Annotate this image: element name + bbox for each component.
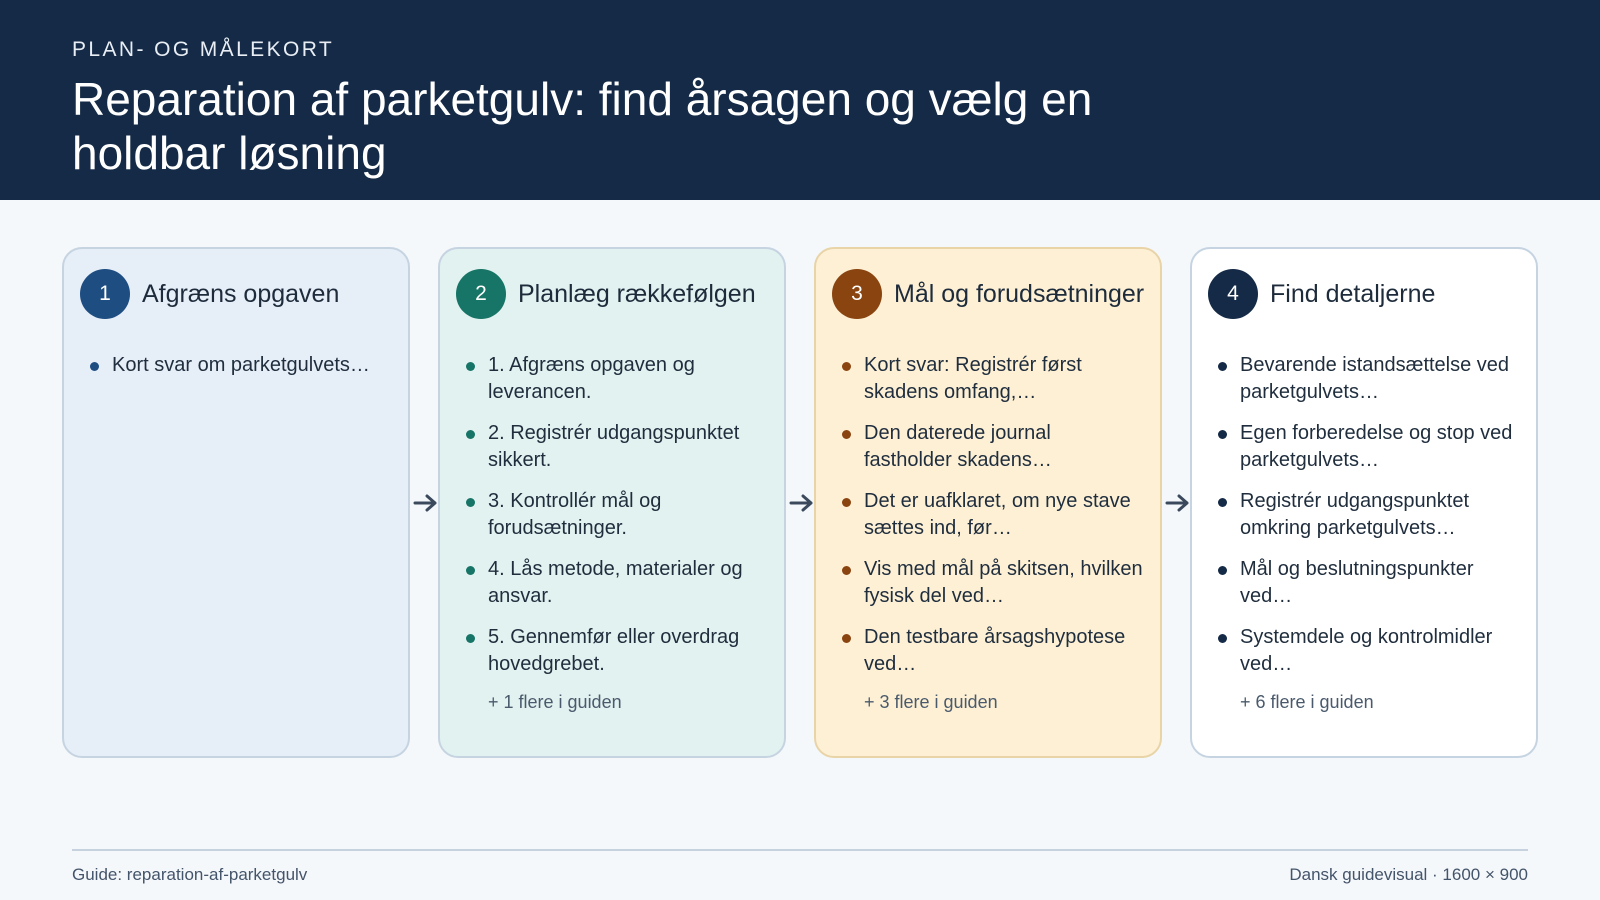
list-item-text: Systemdele og kontrolmidler ved… xyxy=(1240,626,1493,675)
list-item xyxy=(842,488,1144,542)
list-item-text: 3. Kontrollér mål og forudsætninger. xyxy=(488,490,662,539)
arrow-right-icon xyxy=(789,493,815,513)
bullet-icon xyxy=(842,498,851,507)
card-title: Planlæg rækkefølgen xyxy=(518,279,756,308)
list-item-text: Kort svar om parketgulvets… xyxy=(112,354,370,376)
arrow-right-icon xyxy=(413,493,439,513)
step-card-3 xyxy=(814,247,1162,758)
list-item-text: 5. Gennemfør eller overdrag hovedgrebet. xyxy=(488,626,740,675)
list-item xyxy=(842,420,1144,474)
bullet-icon xyxy=(466,566,475,575)
bullet-icon xyxy=(1218,362,1227,371)
card-item-list xyxy=(80,352,392,379)
list-item xyxy=(1218,556,1520,610)
list-item-text: Den testbare årsagshypotese ved… xyxy=(864,626,1126,675)
card-item-list xyxy=(832,352,1144,678)
step-card-1 xyxy=(62,247,410,758)
more-in-guide-link[interactable]: + 3 flere i guiden xyxy=(864,692,998,712)
footer-divider xyxy=(72,849,1528,851)
header xyxy=(0,0,1600,200)
card-header xyxy=(80,269,392,319)
more-in-guide-link[interactable]: + 1 flere i guiden xyxy=(488,692,622,712)
bullet-icon xyxy=(466,362,475,371)
bullet-icon xyxy=(466,430,475,439)
list-item-text: Egen forberedelse og stop ved parketgulvets… xyxy=(1240,422,1513,471)
list-item-text: 1. Afgræns opgaven og leverancen. xyxy=(488,354,695,403)
footer-meta: Dansk guidevisual · 1600 × 900 xyxy=(1289,865,1528,884)
list-item xyxy=(842,352,1144,406)
list-item-text: Vis med mål på skitsen, hvilken fysisk del ved… xyxy=(864,558,1143,607)
card-header xyxy=(832,269,1144,319)
list-item xyxy=(466,556,768,610)
more-in-guide-link[interactable]: + 6 flere i guiden xyxy=(1240,692,1374,712)
card-item-list xyxy=(456,352,768,678)
list-item-text: 4. Lås metode, materialer og ansvar. xyxy=(488,558,743,607)
bullet-icon xyxy=(1218,566,1227,575)
bullet-icon xyxy=(1218,498,1227,507)
bullet-icon xyxy=(1218,430,1227,439)
card-header xyxy=(1208,269,1520,319)
list-item-text: Kort svar: Registrér først skadens omfang,… xyxy=(864,354,1082,403)
card-title: Mål og forudsætninger xyxy=(894,279,1145,308)
bullet-icon xyxy=(842,430,851,439)
bullet-icon xyxy=(90,362,99,371)
step-number-badge: 1 xyxy=(80,269,130,319)
list-item xyxy=(1218,488,1520,542)
bullet-icon xyxy=(842,566,851,575)
bullet-icon xyxy=(842,634,851,643)
bullet-icon xyxy=(466,634,475,643)
list-item xyxy=(1218,624,1520,678)
bullet-icon xyxy=(466,498,475,507)
step-card-2 xyxy=(438,247,786,758)
eyebrow-label: PLAN- OG MÅLEKORT xyxy=(72,38,335,61)
card-title: Afgræns opgaven xyxy=(142,279,340,308)
list-item-text: 2. Registrér udgangspunktet sikkert. xyxy=(488,422,740,471)
list-item xyxy=(1218,420,1520,474)
step-number-badge: 3 xyxy=(832,269,882,319)
list-item xyxy=(466,352,768,406)
step-number-badge: 4 xyxy=(1208,269,1258,319)
card-title: Find detaljerne xyxy=(1270,279,1436,308)
list-item-text: Den daterede journal fastholder skadens… xyxy=(864,422,1052,471)
bullet-icon xyxy=(1218,634,1227,643)
list-item xyxy=(90,352,392,379)
list-item xyxy=(466,488,768,542)
list-item xyxy=(1218,352,1520,406)
arrow-right-icon xyxy=(1165,493,1191,513)
list-item xyxy=(842,556,1144,610)
list-item-text: Mål og beslutningspunkter ved… xyxy=(1240,558,1474,607)
card-item-list xyxy=(1208,352,1520,678)
step-card-4 xyxy=(1190,247,1538,758)
bullet-icon xyxy=(842,362,851,371)
list-item-text: Bevarende istandsættelse ved parketgulvets… xyxy=(1240,354,1510,403)
list-item xyxy=(466,420,768,474)
list-item xyxy=(842,624,1144,678)
footer-guide-slug: Guide: reparation-af-parketgulv xyxy=(72,865,308,884)
list-item xyxy=(466,624,768,678)
step-number-badge: 2 xyxy=(456,269,506,319)
list-item-text: Registrér udgangspunktet omkring parketgulvets… xyxy=(1240,490,1470,539)
card-header xyxy=(456,269,768,319)
page-title: Reparation af parketgulv: find årsagen og vælg en holdbar løsning xyxy=(72,73,1093,179)
list-item-text: Det er uafklaret, om nye stave sættes ind, før… xyxy=(864,490,1131,539)
